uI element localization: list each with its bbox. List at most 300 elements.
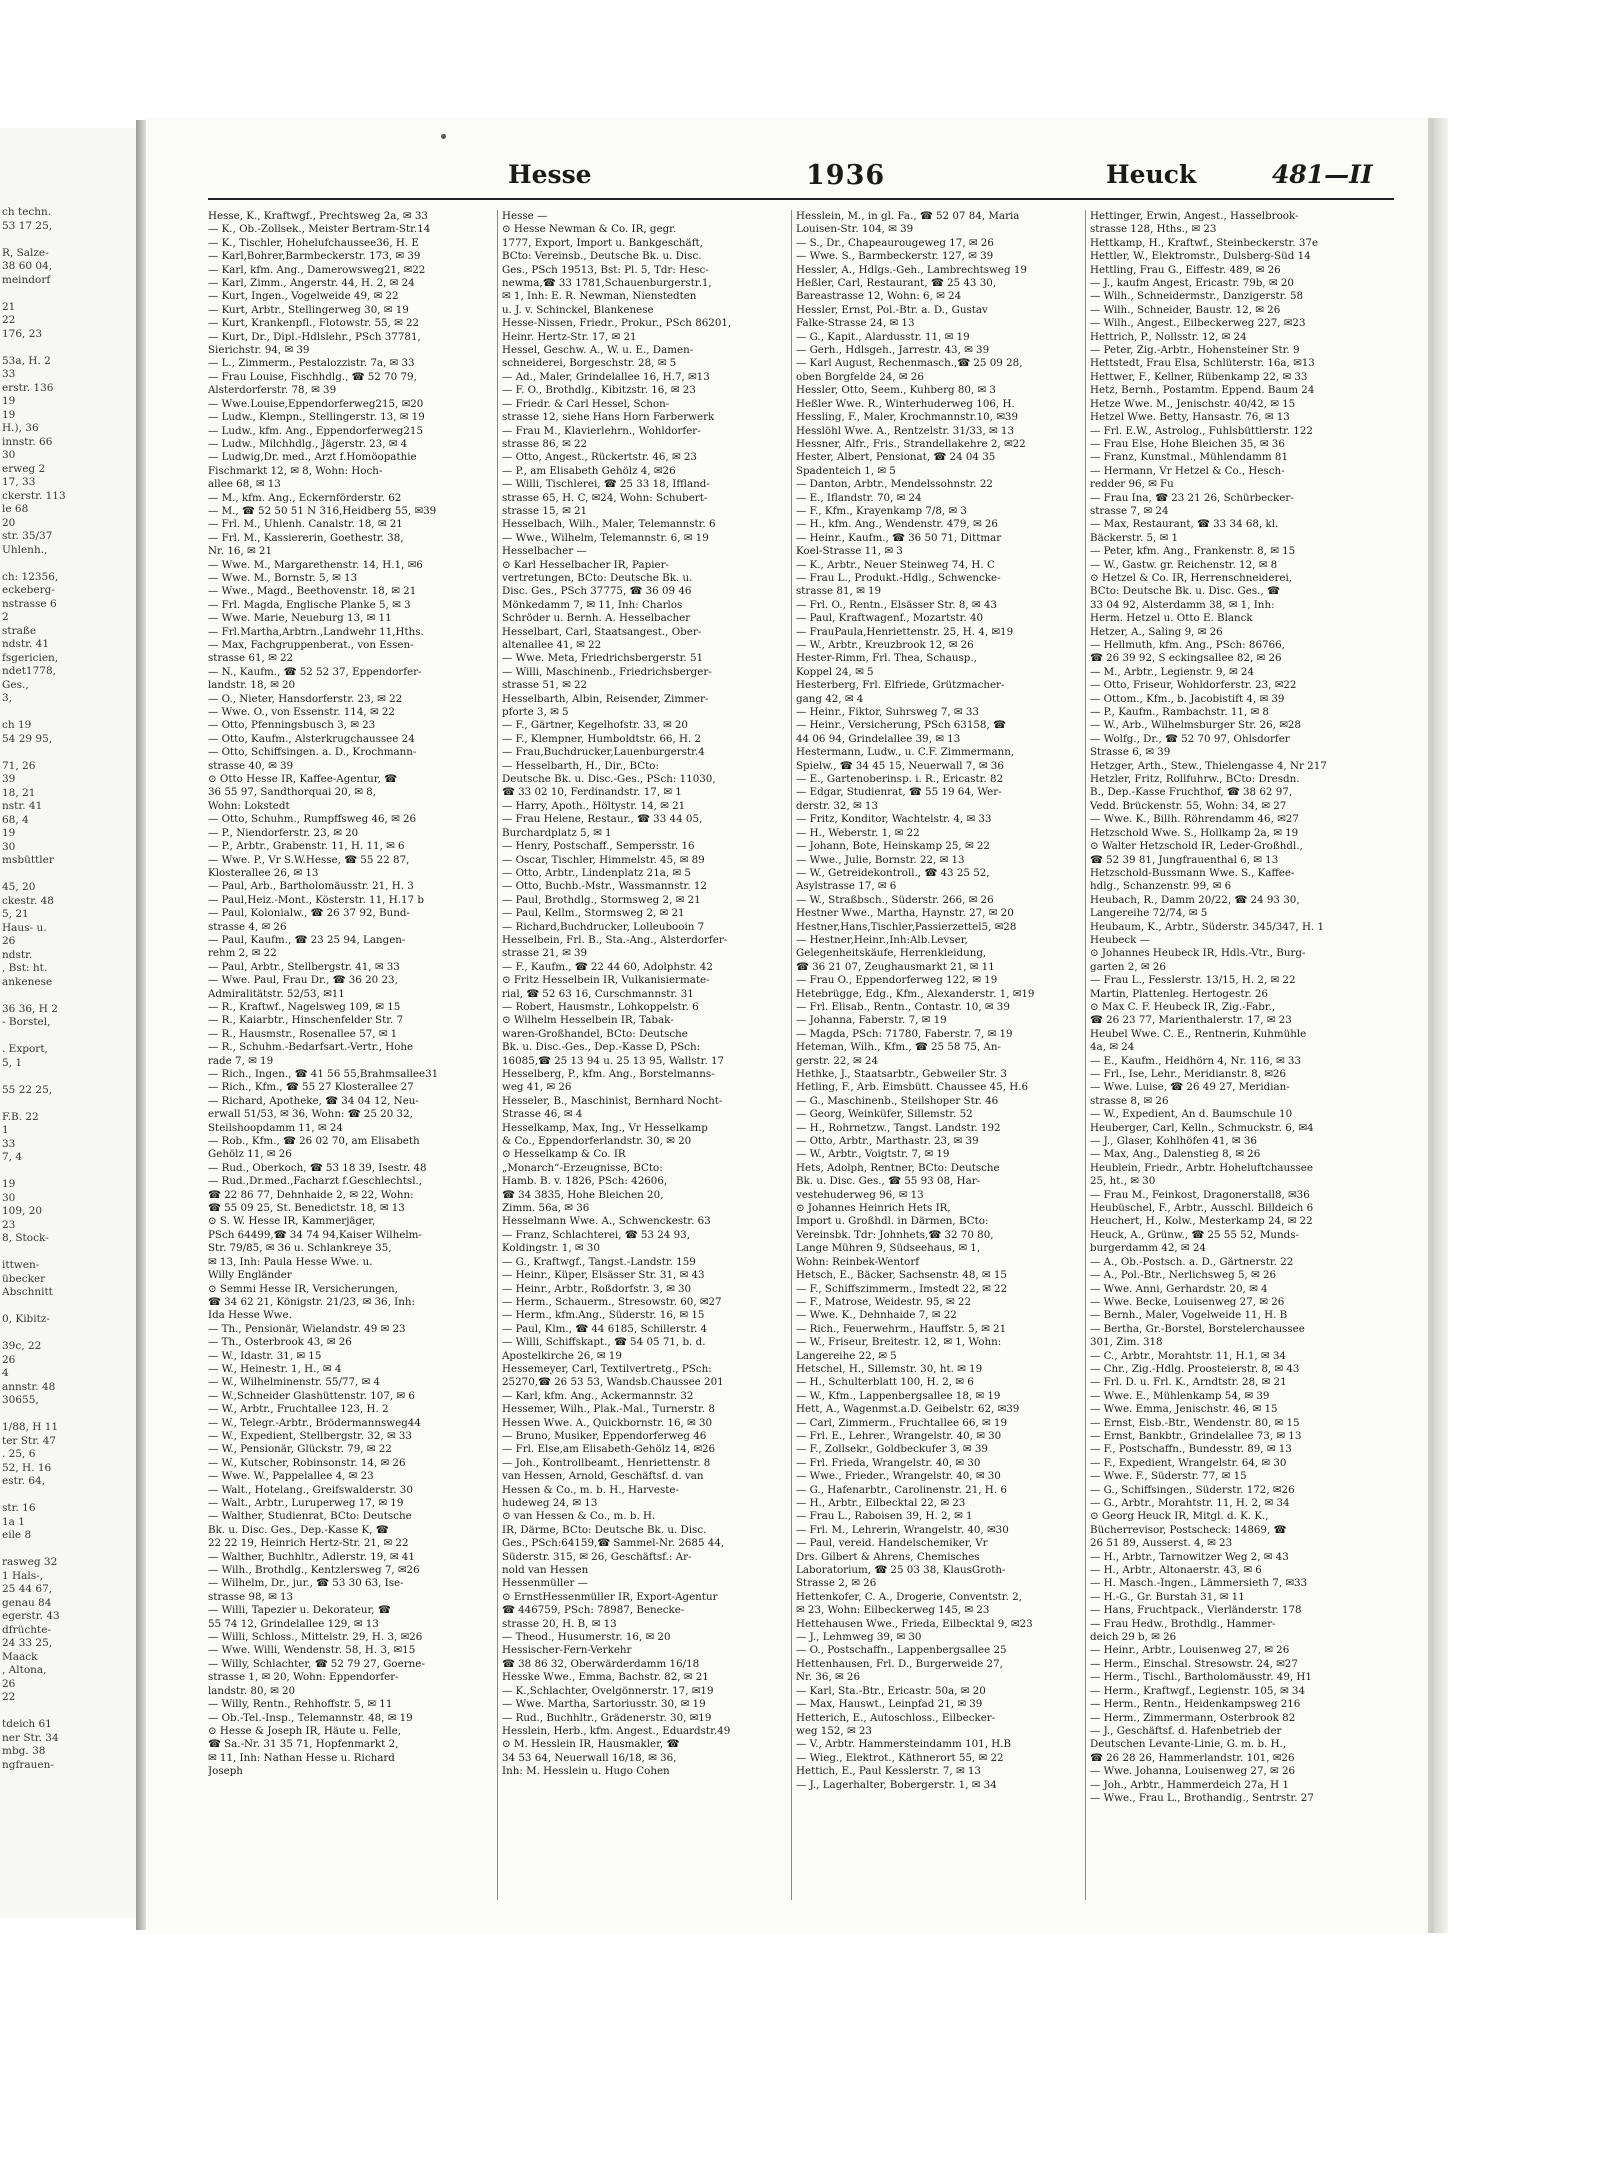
directory-entry-line: Hestner,Hans,Tischler,Passierzettel5, ✉28: [796, 920, 1017, 933]
directory-entry-line: Hettler, W., Elektromstr., Dulsberg-Süd 14: [1090, 250, 1311, 263]
left-page-line: 18, 21: [2, 786, 36, 799]
directory-entry-line: — Willy, Schlachter, ☎ 52 79 27, Goerne-: [208, 1657, 425, 1670]
directory-entry-line: — Paul, vereid. Handelschemiker, Vr: [796, 1537, 988, 1550]
left-page-line: erstr. 136: [2, 381, 54, 394]
left-page-line: ndet1778,: [2, 665, 56, 677]
header-right-catchword: Heuck: [1106, 160, 1197, 189]
directory-entry-line: — Frl. Magda, Englische Planke 5, ✉ 3: [208, 598, 411, 611]
directory-entry-line: — W., Heinestr. 1, H., ✉ 4: [208, 1362, 342, 1375]
directory-entry-line: Heubel Wwe. C. E., Rentnerin, Kuhmühle: [1090, 1027, 1307, 1040]
directory-entry-line: — J., Lagerhalter, Bobergerstr. 1, ✉ 34: [796, 1778, 997, 1791]
directory-entry-line: — Frau O., Eppendorferweg 122, ✉ 19: [796, 974, 998, 987]
directory-entry-line: ⊙ Wilhelm Hesselbein IR, Tabak-: [502, 1014, 674, 1027]
directory-entry-line: Heßler Wwe. R., Winterhuderweg 106, H.: [796, 397, 1015, 410]
directory-entry-line: — C., Arbtr., Morahtstr. 11, H.1, ✉ 34: [1090, 1349, 1286, 1362]
directory-entry-line: — Herm., Zimmermann, Osterbrook 82: [1090, 1711, 1296, 1724]
directory-entry-line: Hessler, Ernst, Pol.-Btr. a. D., Gustav: [796, 303, 988, 316]
directory-entry-line: — Max, Hauswt., Leinpfad 21, ✉ 39: [796, 1698, 983, 1711]
directory-entry-line: — Johanna, Faberstr. 7, ✉ 19: [796, 1014, 947, 1027]
directory-entry-line: — Otto, Kaufm., Alsterkrugchaussee 24: [208, 732, 415, 745]
left-page-line: 30: [2, 1191, 16, 1204]
directory-entry-line: — P., Niendorferstr. 23, ✉ 20: [208, 826, 359, 839]
directory-entry-line: — Robert, Hausmstr., Lohkoppelstr. 6: [502, 1000, 699, 1013]
directory-entry-line: — Kurt, Dr., Dipl.-Hdlslehr., PSch 37781,: [208, 330, 421, 343]
directory-entry-line: — Wwe. Anni, Gerhardstr. 20, ✉ 4: [1090, 1282, 1268, 1295]
left-page-line: 109, 20: [2, 1205, 43, 1217]
directory-entry-line: — Frl. E., Lehrer., Wrangelstr. 40, ✉ 30: [796, 1429, 1002, 1442]
directory-entry-line: — Paul, Kaufm., ☎ 23 25 94, Langen-: [208, 933, 406, 946]
directory-entry-line: Hettwer, F., Kellner, Rübenkamp 22, ✉ 33: [1090, 370, 1308, 383]
directory-entry-line: strasse 65, H. C, ✉24, Wohn: Schubert-: [502, 491, 708, 504]
directory-entry-line: — Magda, PSch: 71780, Faberstr. 7, ✉ 19: [796, 1027, 1013, 1040]
directory-entry-line: Hessemeyer, Carl, Textilvertretg., PSch:: [502, 1362, 712, 1375]
directory-entry-line: — G., Kraftwgf., Tangst.-Landstr. 159: [502, 1255, 696, 1268]
directory-entry-line: Admiralitätstr. 52/53, ✉11: [208, 987, 345, 1000]
left-page-line: 19: [2, 408, 16, 421]
column-2: [502, 210, 784, 1779]
directory-entry-line: — FrauPaula,Henriettenstr. 25, H. 4, ✉19: [796, 625, 1014, 638]
directory-entry-line: Ges., PSch:64159,☎ Sammel-Nr. 2685 44,: [502, 1537, 725, 1550]
directory-entry-line: — Otto, Arbtr., Lindenplatz 21a, ✉ 5: [502, 866, 691, 879]
directory-entry-line: Ges., PSch 19513, Bst: Pl. 5, Tdr: Hesc-: [502, 263, 709, 276]
directory-entry-line: — Frl. Frieda, Wrangelstr. 40, ✉ 30: [796, 1456, 981, 1469]
directory-entry-line: rade 7, ✉ 19: [208, 1054, 274, 1067]
directory-entry-line: Hetsch, E., Bäcker, Sachsenstr. 48, ✉ 15: [796, 1269, 1007, 1282]
directory-entry-line: — O., Nieter, Hansdorferstr. 23, ✉ 22: [208, 692, 403, 705]
left-page-line: [2, 706, 136, 720]
directory-entry-line: Heßler, Carl, Restaurant, ☎ 25 43 30,: [796, 277, 997, 290]
directory-entry-line: Ida Hesse Wwe.: [208, 1309, 292, 1322]
directory-entry-line: — Henry, Postschaff., Sempersstr. 16: [502, 840, 695, 853]
directory-entry-line: ⊙ Hesse & Joseph IR, Häute u. Felle,: [208, 1724, 401, 1737]
left-page-line: übecker: [2, 1272, 46, 1285]
left-page-line: 17, 33: [2, 476, 36, 488]
directory-entry-line: 4a, ✉ 24: [1090, 1041, 1135, 1054]
directory-entry-line: — Rud., Buchhltr., Grädenerstr. 30, ✉19: [502, 1711, 712, 1724]
left-page-line: , Bst: ht.: [2, 962, 48, 974]
directory-entry-line: — Fritz, Konditor, Wachtelstr. 4, ✉ 33: [796, 813, 992, 826]
directory-entry-line: — W., Gastw. gr. Reichenstr. 12, ✉ 8: [1090, 558, 1278, 571]
directory-entry-line: Hester, Albert, Pensionat, ☎ 24 04 35: [796, 451, 996, 464]
left-page-line: 1/88, H 11: [2, 1421, 59, 1433]
directory-entry-line: Hessischer-Fern-Verkehr: [502, 1644, 632, 1657]
directory-entry-line: — W., Wilhelminenstr. 55/77, ✉ 4: [208, 1376, 381, 1389]
directory-entry-line: Hester-Rimm, Frl. Thea, Schausp.,: [796, 652, 977, 665]
directory-entry-line: — W., Telegr.-Arbtr., Brödermannsweg44: [208, 1416, 421, 1429]
directory-entry-line: Hesseler, B., Maschinist, Bernhard Nocht-: [502, 1094, 723, 1107]
left-page-line: 39: [2, 773, 16, 785]
directory-entry-line: Drs. Gilbert & Ahrens, Chemisches: [796, 1550, 980, 1563]
directory-entry-line: — Theod., Husumerstr. 16, ✉ 20: [502, 1631, 671, 1644]
directory-entry-line: — F., Kaufm., ☎ 22 44 60, Adolphstr. 42: [502, 960, 713, 973]
directory-entry-line: Lange Mühren 9, Südseehaus, ✉ 1,: [796, 1242, 981, 1255]
directory-entry-line: Heinr. Hertz-Str. 17, ✉ 21: [502, 330, 637, 343]
directory-entry-line: ☎ 55 09 25, St. Benedictstr. 18, ✉ 13: [208, 1202, 405, 1215]
directory-entry-line: — W., Arbtr., Kreuzbrook 12, ✉ 26: [796, 639, 974, 651]
directory-entry-line: — Ludw., kfm. Ang., Eppendorferweg215: [208, 424, 423, 437]
directory-entry-line: erwall 51/53, ✉ 36, Wohn: ☎ 25 20 32,: [208, 1108, 413, 1121]
directory-entry-line: — M., Arbtr., Legienstr. 9, ✉ 24: [1090, 665, 1255, 678]
directory-entry-line: Hetling, F., Arb. Eimsbütt. Chaussee 45, H.6: [796, 1081, 1029, 1094]
directory-entry-line: landstr. 80, ✉ 20: [208, 1684, 296, 1697]
directory-entry-line: — Th., Osterbrook 43, ✉ 26: [208, 1336, 352, 1349]
left-page-line: ckerstr. 113: [2, 489, 66, 502]
directory-entry-line: Süderstr. 315, ✉ 26, Geschäftsf.: Ar-: [502, 1550, 692, 1563]
left-page-line: 39c, 22: [2, 1340, 42, 1352]
directory-entry-line: — Herm., kfm.Ang., Süderstr. 16, ✉ 15: [502, 1309, 705, 1322]
directory-entry-line: — Willi, Tischlerei, ☎ 25 33 18, Iffland-: [502, 478, 710, 491]
directory-entry-line: — Herm., Rentn., Heidenkampsweg 216: [1090, 1698, 1301, 1711]
directory-entry-line: — Heinr., Arbtr., Roßdorfstr. 3, ✉ 30: [502, 1282, 692, 1295]
directory-entry-line: — Willy, Rentn., Rehhoffstr. 5, ✉ 11: [208, 1698, 393, 1711]
left-page-line: [2, 746, 136, 760]
left-page-line: 71, 26: [2, 759, 36, 772]
directory-entry-line: — Ernst, Eisb.-Btr., Wendenstr. 80, ✉ 15: [1090, 1416, 1300, 1429]
left-page-line: 5, 1: [2, 1056, 23, 1069]
directory-entry-line: — K.,Schlachter, Ovelgönnerstr. 17, ✉19: [502, 1684, 714, 1697]
directory-entry-line: — N., Kaufm., ☎ 52 52 37, Eppendorfer-: [208, 665, 422, 678]
directory-entry-line: derstr. 32, ✉ 13: [796, 799, 879, 812]
directory-entry-line: — G., Arbtr., Morahtstr. 11, H. 2, ✉ 34: [1090, 1497, 1290, 1509]
directory-entry-line: Hesselmann Wwe. A., Schwenckestr. 63: [502, 1215, 711, 1228]
directory-entry-line: — F., Postschaffn., Bundesstr. 89, ✉ 13: [1090, 1443, 1292, 1456]
directory-entry-line: Hesselkamp, Max, Ing., Vr Hesselkamp: [502, 1121, 708, 1134]
directory-entry-line: Mönkedamm 7, ✉ 11, Inh: Charlos: [502, 598, 683, 611]
directory-entry-line: — Hans, Fruchtpack., Vierländerstr. 178: [1090, 1604, 1302, 1617]
directory-entry-line: — Max, Ang., Dalenstieg 8, ✉ 26: [1090, 1148, 1261, 1161]
directory-entry-line: — Rich., Ingen., ☎ 41 56 55,Brahmsallee31: [208, 1068, 439, 1080]
directory-entry-line: — Willi, Maschinenb., Friedrichsberger-: [502, 665, 712, 678]
directory-entry-line: Hets, Adolph, Rentner, BCto: Deutsche: [796, 1161, 1000, 1174]
header-left-catchword: Hesse: [508, 160, 592, 189]
directory-entry-line: Burchardplatz 5, ✉ 1: [502, 826, 612, 839]
directory-entry-line: — R., Kraftwf., Nagelsweg 109, ✉ 15: [208, 1000, 401, 1013]
directory-entry-line: 301, Zim. 318: [1090, 1336, 1163, 1349]
directory-entry-line: — Franz, Kunstmal., Mühlendamm 81: [1090, 451, 1289, 464]
directory-entry-line: — Ob.-Tel.-Insp., Telemannstr. 48, ✉ 19: [208, 1711, 413, 1724]
directory-entry-line: — W., Arbtr., Fruchtallee 123, H. 2: [208, 1403, 389, 1416]
left-page-line: le 68: [2, 503, 29, 515]
directory-entry-line: vertretungen, BCto: Deutsche Bk. u.: [502, 571, 693, 584]
directory-entry-line: — Frl. D. u. Frl. K., Arndtstr. 28, ✉ 21: [1090, 1376, 1287, 1389]
directory-entry-line: Alsterdorferstr. 78, ✉ 39: [208, 384, 337, 397]
left-page-line: . Export,: [2, 1043, 48, 1055]
left-page-line: 52, H. 16: [2, 1461, 52, 1474]
directory-entry-line: — Wwe. Paul, Frau Dr., ☎ 36 20 23,: [208, 974, 398, 987]
directory-entry-line: — Wwe. M., Margarethenstr. 14, H.1, ✉6: [208, 558, 423, 571]
left-page-line: 30: [2, 840, 16, 853]
directory-entry-line: weg 41, ✉ 26: [502, 1081, 572, 1094]
directory-entry-line: Heubeck —: [1090, 933, 1150, 946]
left-page-line: ndstr. 41: [2, 638, 49, 650]
directory-entry-line: ⊙ Karl Hesselbacher IR, Papier-: [502, 558, 670, 571]
directory-entry-line: — Otto, Schuhm., Rumpffsweg 46, ✉ 26: [208, 813, 417, 826]
directory-entry-line: — Carl, Zimmerm., Fruchtallee 66, ✉ 19: [796, 1416, 1007, 1429]
directory-entry-line: Strasse 6, ✉ 39: [1090, 746, 1171, 759]
directory-entry-line: Vereinsbk. Tdr: Johnhets,☎ 32 70 80,: [796, 1228, 994, 1241]
directory-entry-line: Heuberger, Carl, Kelln., Schmuckstr. 6, ✉4: [1090, 1121, 1314, 1134]
directory-entry-line: — H., Weberstr. 1, ✉ 22: [796, 826, 920, 839]
directory-entry-line: — Th., Pensionär, Wielandstr. 49 ✉ 23: [208, 1322, 406, 1335]
directory-entry-line: schneiderei, Borgeschstr. 28, ✉ 5: [502, 357, 677, 370]
directory-entry-line: — P., am Elisabeth Gehölz 4, ✉26: [502, 464, 676, 477]
directory-entry-line: — Paul, Arb., Bartholomäusstr. 21, H. 3: [208, 880, 414, 893]
directory-entry-line: ☎ 26 39 92, S eckingsallee 82, ✉ 26: [1090, 652, 1282, 665]
directory-entry-line: Hettrich, P., Nollsstr. 12, ✉ 24: [1090, 330, 1247, 343]
directory-entry-line: 44 06 94, Grindelallee 39, ✉ 13: [796, 732, 961, 745]
left-page-line: [2, 287, 136, 301]
directory-entry-line: — Wwe., Frieder., Wrangelstr. 40, ✉ 30: [796, 1470, 1001, 1483]
directory-entry-line: rehm 2, ✉ 22: [208, 947, 277, 960]
directory-entry-line: Hetterich, E., Autoschloss., Eilbecker-: [796, 1711, 996, 1724]
directory-entry-line: — Frl.Martha,Arbtrn.,Landwehr 11,Hths.: [208, 625, 424, 638]
directory-entry-line: — Heinr., Versicherung, PSch 63158, ☎: [796, 719, 1006, 732]
directory-entry-line: 55 74 12, Grindelallee 129, ✉ 13: [208, 1617, 379, 1630]
directory-entry-line: — Willi, Tapezier u. Dekorateur, ☎: [208, 1604, 391, 1617]
left-page-line: ittwen-: [2, 1259, 40, 1271]
directory-entry-line: — Otto, Pfenningsbusch 3, ✉ 23: [208, 719, 376, 732]
directory-entry-line: — H., Arbtr., Eilbecktal 22, ✉ 23: [796, 1497, 966, 1509]
directory-entry-line: Bk. u. Disc. Ges., Dep.-Kasse K, ☎: [208, 1523, 389, 1536]
left-page-line: 19: [2, 395, 16, 407]
directory-entry-line: — Wwe., Julie, Bornstr. 22, ✉ 13: [796, 853, 965, 866]
left-page-line: 45, 20: [2, 881, 36, 893]
directory-entry-line: Heteman, Wilh., Kfm., ☎ 25 58 75, An-: [796, 1041, 1001, 1054]
directory-entry-line: rial, ☎ 52 63 16, Curschmannstr. 31: [502, 987, 694, 1000]
left-page-line: Ges.,: [2, 678, 29, 691]
page-header: [206, 160, 1386, 190]
directory-entry-line: ✉ 11, Inh: Nathan Hesse u. Richard: [208, 1751, 395, 1764]
left-page-line: 53 17 25,: [2, 219, 53, 232]
directory-entry-line: — Frl. Elisab., Rentn., Contastr. 10, ✉ 39: [796, 1000, 1010, 1013]
directory-entry-line: Hettenkofer, C. A., Drogerie, Conventstr. 2,: [796, 1590, 1022, 1603]
left-page-line: ch techn.: [2, 206, 52, 218]
directory-entry-line: — J., Glaser, Kohlhöfen 41, ✉ 36: [1090, 1135, 1257, 1148]
directory-entry-line: Steilshoopdamm 11, ✉ 24: [208, 1121, 343, 1134]
directory-entry-line: — Karl, kfm. Ang., Ackermannstr. 32: [502, 1389, 694, 1402]
directory-entry-line: Hesse —: [502, 210, 548, 222]
directory-entry-line: — Frl. O., Rentn., Elsässer Str. 8, ✉ 43: [796, 598, 997, 611]
directory-entry-line: — Frl. M., Uhlenh. Canalstr. 18, ✉ 21: [208, 518, 403, 531]
directory-entry-line: ☎ Sa.-Nr. 31 35 71, Hopfenmarkt 2,: [208, 1738, 399, 1751]
directory-entry-line: garten 2, ✉ 26: [1090, 960, 1166, 973]
directory-entry-line: — Walt., Arbtr., Luruperweg 17, ✉ 19: [208, 1497, 404, 1509]
directory-entry-line: — J., Lehmweg 39, ✉ 30: [796, 1631, 922, 1644]
directory-entry-line: — W., Arb., Wilhelmsburger Str. 26, ✉28: [1090, 719, 1301, 732]
directory-entry-line: Vedd. Brückenstr. 55, Wohn: 34, ✉ 27: [1090, 799, 1287, 812]
directory-entry-line: Hessel, Geschw. A., W. u. E., Damen-: [502, 344, 694, 357]
directory-entry-line: — F., Schiffszimmerm., Imstedt 22, ✉ 22: [796, 1282, 1008, 1295]
left-page-line: annstr. 48: [2, 1380, 56, 1393]
left-page-line: 1: [2, 1124, 9, 1136]
directory-entry-line: — Rud., Oberkoch, ☎ 53 18 39, Isestr. 48: [208, 1161, 427, 1174]
left-page-line: 5, 21: [2, 908, 29, 920]
left-page-line: 36 36, H 2: [2, 1002, 58, 1015]
left-page-line: tdeich 61: [2, 1718, 52, 1730]
directory-entry-line: — Wwe. F., Süderstr. 77, ✉ 15: [1090, 1470, 1247, 1483]
directory-entry-line: — G., Hafenarbtr., Carolinenstr. 21, H. 6: [796, 1483, 1007, 1496]
directory-entry-line: ☎ 22 86 77, Dehnhaide 2, ✉ 22, Wohn:: [208, 1188, 414, 1201]
directory-entry-line: — Franz, Schlachterei, ☎ 53 24 93,: [502, 1228, 690, 1241]
directory-entry-line: — Wwe. P., Vr S.W.Hesse, ☎ 55 22 87,: [208, 853, 410, 866]
left-page-line: 25 44 67,: [2, 1583, 53, 1595]
left-page-line: eile 8: [2, 1529, 32, 1541]
directory-entry-line: — W., Getreidekontroll., ☎ 43 25 52,: [796, 866, 990, 879]
directory-entry-line: — G., Maschinenb., Steilshoper Str. 46: [796, 1094, 999, 1107]
directory-entry-line: Hetzer, A., Saling 9, ✉ 26: [1090, 625, 1223, 638]
directory-entry-line: ☎ 446759, PSch: 78987, Benecke-: [502, 1604, 685, 1617]
directory-entry-line: Hett, A., Wagenmst.a.D. Geibelstr. 62, ✉39: [796, 1403, 1020, 1416]
column-divider: [497, 210, 498, 1900]
directory-entry-line: altenallee 41, ✉ 22: [502, 639, 602, 651]
directory-entry-line: — Herm., Schauerm., Stresowstr. 60, ✉27: [502, 1295, 722, 1308]
left-page-line: [2, 1543, 136, 1557]
directory-entry-line: — Paul,Heiz.-Mont., Kösterstr. 11, H.17 b: [208, 893, 424, 906]
directory-entry-line: Heublein, Friedr., Arbtr. Hoheluftchaussee: [1090, 1161, 1313, 1174]
directory-entry-line: deich 29 b, ✉ 26: [1090, 1631, 1177, 1644]
directory-entry-line: ⊙ S. W. Hesse IR, Kammerjäger,: [208, 1215, 376, 1228]
left-page-line: 68, 4: [2, 813, 29, 826]
left-page-line: [2, 1300, 136, 1314]
directory-entry-line: strasse 1, ✉ 20, Wohn: Eppendorfer-: [208, 1671, 399, 1684]
directory-entry-line: — Ad., Maler, Grindelallee 16, H.7, ✉13: [502, 370, 710, 383]
left-page-line: straße: [2, 624, 37, 637]
directory-entry-line: — W., Expedient, Stellbergstr. 32, ✉ 33: [208, 1429, 412, 1442]
left-page-line: [2, 1246, 136, 1260]
directory-entry-line: Joseph: [208, 1765, 243, 1778]
directory-entry-line: Laboratorium, ☎ 25 03 38, KlausGroth-: [796, 1564, 1006, 1577]
directory-entry-line: 22 22 19, Heinrich Hertz-Str. 21, ✉ 22: [208, 1537, 409, 1550]
directory-entry-line: ⊙ Johannes Heubeck IR, Hdls.-Vtr., Burg-: [1090, 947, 1306, 960]
directory-entry-line: — H.-G., Gr. Burstah 31, ✉ 11: [1090, 1590, 1245, 1603]
directory-entry-line: — Wwe. W., Pappelallee 4, ✉ 23: [208, 1470, 374, 1483]
left-page-line: 24 33 25,: [2, 1637, 53, 1649]
directory-entry-line: ⊙ Hesselkamp & Co. IR: [502, 1148, 626, 1161]
directory-entry-line: Strasse 2, ✉ 26: [796, 1577, 877, 1590]
directory-entry-line: — Heinr., Küper, Elsässer Str. 31, ✉ 43: [502, 1269, 705, 1282]
left-page-line: 55 22 25,: [2, 1083, 53, 1096]
directory-entry-line: Hamb. B. v. 1826, PSch: 42606,: [502, 1175, 668, 1188]
left-page-line: innstr. 66: [2, 435, 53, 448]
directory-entry-line: — Frau Ina, ☎ 23 21 26, Schürbecker-: [1090, 491, 1294, 504]
column-divider: [1085, 210, 1086, 1900]
left-page-line: 2: [2, 611, 9, 623]
directory-entry-line: Langereihe 22, ✉ 5: [796, 1349, 897, 1362]
directory-entry-line: Hetzel Wwe. Betty, Hansastr. 76, ✉ 13: [1090, 411, 1290, 424]
directory-entry-line: — Otto, Arbtr., Marthastr. 23, ✉ 39: [796, 1135, 979, 1148]
directory-entry-line: — Frl. M., Kassiererin, Goethestr. 38,: [208, 531, 404, 544]
directory-entry-line: Heubüschel, F., Arbtr., Ausschl. Billdeich 6: [1090, 1202, 1314, 1215]
directory-entry-line: — Paul, Brothdlg., Stormsweg 2, ✉ 21: [502, 893, 701, 906]
directory-entry-line: — Wieg., Elektrot., Käthnerort 55, ✉ 22: [796, 1751, 1004, 1764]
directory-entry-line: strasse 21, ✉ 39: [502, 947, 588, 960]
directory-entry-line: gerstr. 22, ✉ 24: [796, 1054, 879, 1067]
directory-entry-line: — Herm., Einschal. Stresowstr. 24, ✉27: [1090, 1657, 1298, 1670]
directory-entry-line: Disc. Ges., PSch 37775, ☎ 36 09 46: [502, 585, 692, 598]
directory-entry-line: 16085,☎ 25 13 94 u. 25 13 95, Wallstr. 17: [502, 1054, 725, 1067]
directory-entry-line: — M., ☎ 52 50 51 N 316,Heidberg 55, ✉39: [208, 504, 437, 517]
left-page-line: nstr. 41: [2, 800, 43, 812]
directory-entry-line: Hetz, Bernh., Postamtm. Eppend. Baum 24: [1090, 384, 1315, 397]
left-page-line: ch 19: [2, 719, 32, 731]
left-page-line: meindorf: [2, 273, 51, 286]
directory-entry-line: — Ernst, Bankbtr., Grindelallee 73, ✉ 13: [1090, 1429, 1302, 1442]
directory-entry-line: „Monarch“-Erzeugnisse, BCto:: [502, 1161, 663, 1174]
left-page-line: ner Str. 34: [2, 1731, 59, 1744]
left-page-line: 33: [2, 368, 16, 380]
directory-entry-line: — Kurt, Arbtr., Stellingerweg 30, ✉ 19: [208, 303, 409, 316]
directory-entry-line: — O., Postschaffn., Lappenbergsallee 25: [796, 1644, 1007, 1657]
column-3: [796, 210, 1078, 1792]
directory-entry-line: hdlg., Schanzenstr. 99, ✉ 6: [1090, 880, 1232, 893]
directory-entry-line: & Co., Eppendorferlandstr. 30, ✉ 20: [502, 1135, 692, 1148]
left-page-line: 38 60 04,: [2, 260, 53, 272]
directory-entry-line: — Paul, Kellm., Stormsweg 2, ✉ 21: [502, 907, 685, 920]
directory-entry-line: — F. O., Brothdlg., Kibitzstr. 16, ✉ 23: [502, 384, 696, 397]
directory-entry-line: — Ludw., Klempn., Stellingerstr. 13, ✉ 19: [208, 411, 425, 424]
directory-entry-line: 36 55 97, Sandthorquai 20, ✉ 8,: [208, 786, 377, 799]
directory-entry-line: strasse 8, ✉ 26: [1090, 1094, 1169, 1107]
directory-entry-line: — Oscar, Tischler, Himmelstr. 45, ✉ 89: [502, 853, 705, 866]
directory-entry-line: Hessler, Otto, Seem., Kuhberg 80, ✉ 3: [796, 384, 996, 397]
directory-entry-line: 1777, Export, Import u. Bankgeschäft,: [502, 236, 703, 249]
left-page-line: [2, 557, 136, 571]
directory-entry-line: — Walther, Studienrat, BCto: Deutsche: [208, 1510, 412, 1523]
directory-entry-line: Koldingstr. 1, ✉ 30: [502, 1242, 600, 1255]
directory-entry-line: — A., Pol.-Btr., Nerlichsweg 5, ✉ 26: [1090, 1269, 1277, 1282]
directory-entry-line: — J., kaufm Angest, Ericastr. 79b, ✉ 20: [1090, 277, 1294, 290]
directory-entry-line: — Frl. E.W., Astrolog., Fuhlsbüttlerstr. 122: [1090, 424, 1313, 437]
left-page-line: 7, 4: [2, 1151, 23, 1163]
left-page-line: 20: [2, 516, 16, 529]
directory-entry-line: Hettenhausen, Frl. D., Burgerweide 27,: [796, 1657, 1003, 1670]
directory-entry-line: Schröder u. Bernh. A. Hesselbacher: [502, 612, 691, 625]
directory-entry-line: — Wwe. O., von Essenstr. 114, ✉ 22: [208, 706, 395, 719]
directory-entry-line: — Paul, Kolonialw., ☎ 26 37 92, Bund-: [208, 907, 410, 920]
directory-entry-line: — F., Expedient, Wrangelstr. 64, ✉ 30: [1090, 1456, 1287, 1469]
directory-entry-line: Spadenteich 1, ✉ 5: [796, 464, 896, 477]
left-page-line: rasweg 32: [2, 1556, 58, 1568]
directory-entry-line: — R., Hausmstr., Rosenallee 57, ✉ 1: [208, 1027, 398, 1040]
directory-entry-line: Heubaum, K., Arbtr., Süderstr. 345/347, H. 1: [1090, 920, 1325, 933]
directory-entry-line: — Wwe. Martha, Sartoriusstr. 30, ✉ 19: [502, 1698, 706, 1711]
directory-entry-line: — Wilhelm, Dr., jur., ☎ 53 30 63, Ise-: [208, 1577, 404, 1590]
directory-entry-line: — Wwe., Frau L., Brothandig., Sentrstr. 27: [1090, 1791, 1314, 1804]
directory-entry-line: — Rich., Kfm., ☎ 55 27 Klosterallee 27: [208, 1081, 414, 1094]
directory-entry-line: waren-Großhandel, BCto: Deutsche: [502, 1027, 688, 1040]
directory-entry-line: — Frau L., Raboisen 39, H. 2, ✉ 1: [796, 1510, 973, 1523]
left-page-line: Uhlenh.,: [2, 543, 48, 556]
directory-entry-line: ⊙ ErnstHessenmüller IR, Export-Agentur: [502, 1590, 718, 1603]
left-page-line: ngfrauen-: [2, 1758, 54, 1771]
left-page-line: 22: [2, 1691, 16, 1703]
directory-entry-line: nold van Hessen: [502, 1564, 589, 1577]
left-page-line: , Altona,: [2, 1664, 47, 1676]
directory-entry-line: — Herm., Kraftwgf., Legienstr. 105, ✉ 34: [1090, 1684, 1306, 1697]
left-page-line: R, Salze-: [2, 246, 49, 259]
directory-entry-line: — Frau L., Fesslerstr. 13/15, H. 2, ✉ 22: [1090, 974, 1296, 987]
directory-entry-line: strasse 15, ✉ 21: [502, 504, 588, 517]
directory-entry-line: Willy Engländer: [208, 1269, 292, 1282]
left-page-line: [2, 989, 136, 1003]
directory-entry-line: ⊙ Fritz Hesselbein IR, Vulkanisiermate-: [502, 974, 710, 987]
left-page-line: 8, Stock-: [2, 1232, 49, 1244]
left-page-line: [2, 868, 136, 882]
directory-entry-line: Hettich, E., Paul Kesslerstr. 7, ✉ 13: [796, 1765, 981, 1778]
left-page-line: 23: [2, 1218, 16, 1231]
directory-entry-line: — W.,Schneider Glashüttenstr. 107, ✉ 6: [208, 1389, 415, 1402]
directory-entry-line: — H., Arbtr., Altonaerstr. 43, ✉ 6: [1090, 1564, 1262, 1577]
